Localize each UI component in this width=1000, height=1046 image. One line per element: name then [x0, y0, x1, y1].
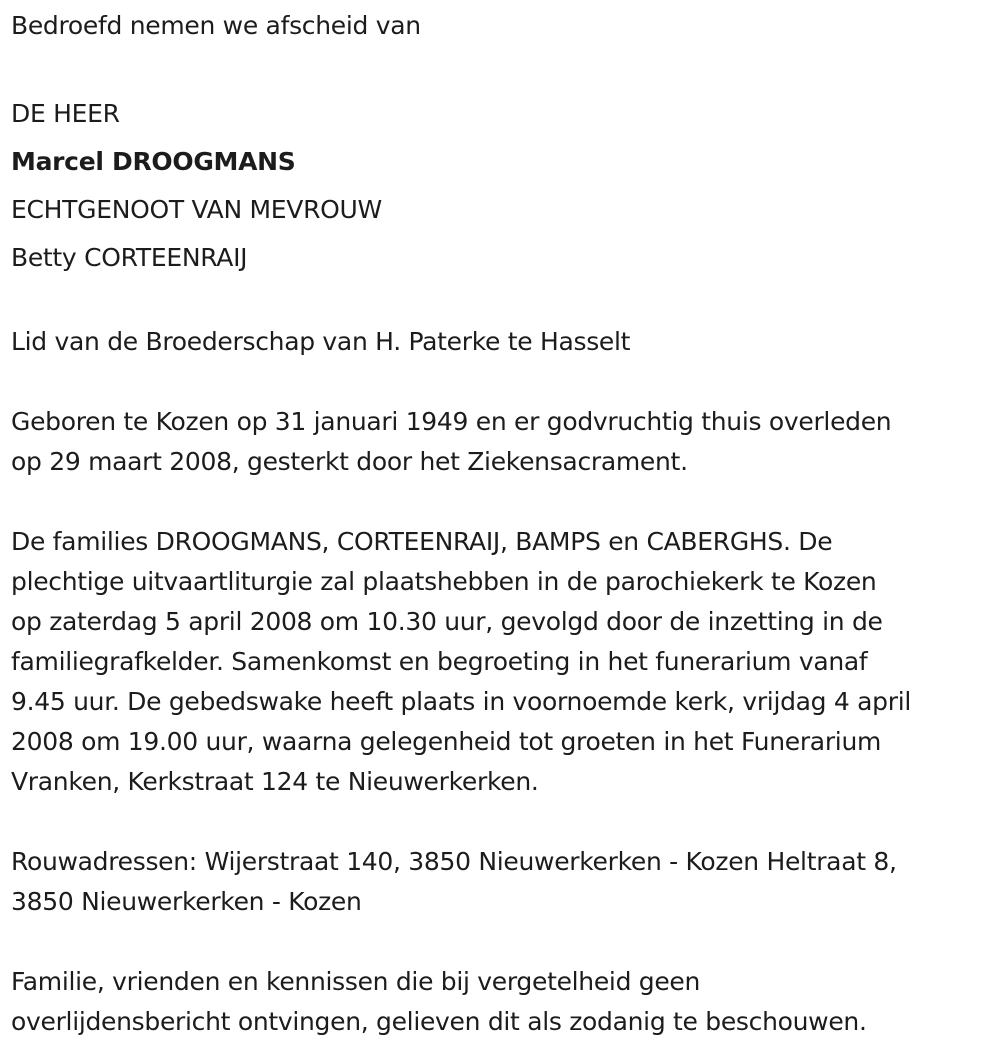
closing-line: Familie, vrienden en kennissen die bij vergetelheid geen: [11, 967, 701, 996]
birth-death-line: Geboren te Kozen op 31 januari 1949 en er godvruchtig thuis overleden: [11, 407, 892, 436]
intro-line: Bedroefd nemen we afscheid van: [11, 11, 421, 40]
funeral-line: op zaterdag 5 april 2008 om 10.30 uur, gevolgd door de inzetting in de: [11, 607, 883, 636]
funeral-line: 9.45 uur. De gebedswake heeft plaats in voornoemde kerk, vrijdag 4 april: [11, 687, 912, 716]
membership-block: [11, 322, 1000, 362]
title-prefix: DE HEER: [11, 99, 120, 128]
funeral-line: familiegrafkelder. Samenkomst en begroeting in het funerarium vanaf: [11, 647, 868, 676]
address-line: 3850 Nieuwerkerken - Kozen: [11, 887, 362, 916]
closing-block: [11, 962, 1000, 1042]
funeral-line: 2008 om 19.00 uur, waarna gelegenheid tot groeten in het Funerarium: [11, 727, 882, 756]
spouse-name: Betty CORTEENRAIJ: [11, 243, 248, 272]
addresses-block: [11, 842, 1000, 922]
birth-death-line: op 29 maart 2008, gesterkt door het Ziekensacrament.: [11, 447, 688, 476]
closing-line: overlijdensbericht ontvingen, gelieven dit als zodanig te beschouwen.: [11, 1007, 867, 1036]
deceased-name: Marcel DROOGMANS: [11, 147, 296, 176]
funeral-line: plechtige uitvaartliturgie zal plaatshebben in de parochiekerk te Kozen: [11, 567, 877, 596]
deceased-header: [11, 90, 1000, 282]
birth-death-block: [11, 402, 1000, 482]
funeral-line: De families DROOGMANS, CORTEENRAIJ, BAMPS en CABERGHS. De: [11, 527, 833, 556]
spouse-label: ECHTGENOOT VAN MEVROUW: [11, 195, 382, 224]
funeral-block: [11, 522, 1000, 802]
membership-line: Lid van de Broederschap van H. Paterke te Hasselt: [11, 327, 631, 356]
funeral-line: Vranken, Kerkstraat 124 te Nieuwerkerken.: [11, 767, 539, 796]
address-line: Rouwadressen: Wijerstraat 140, 3850 Nieuwerkerken - Kozen Heltraat 8,: [11, 847, 897, 876]
